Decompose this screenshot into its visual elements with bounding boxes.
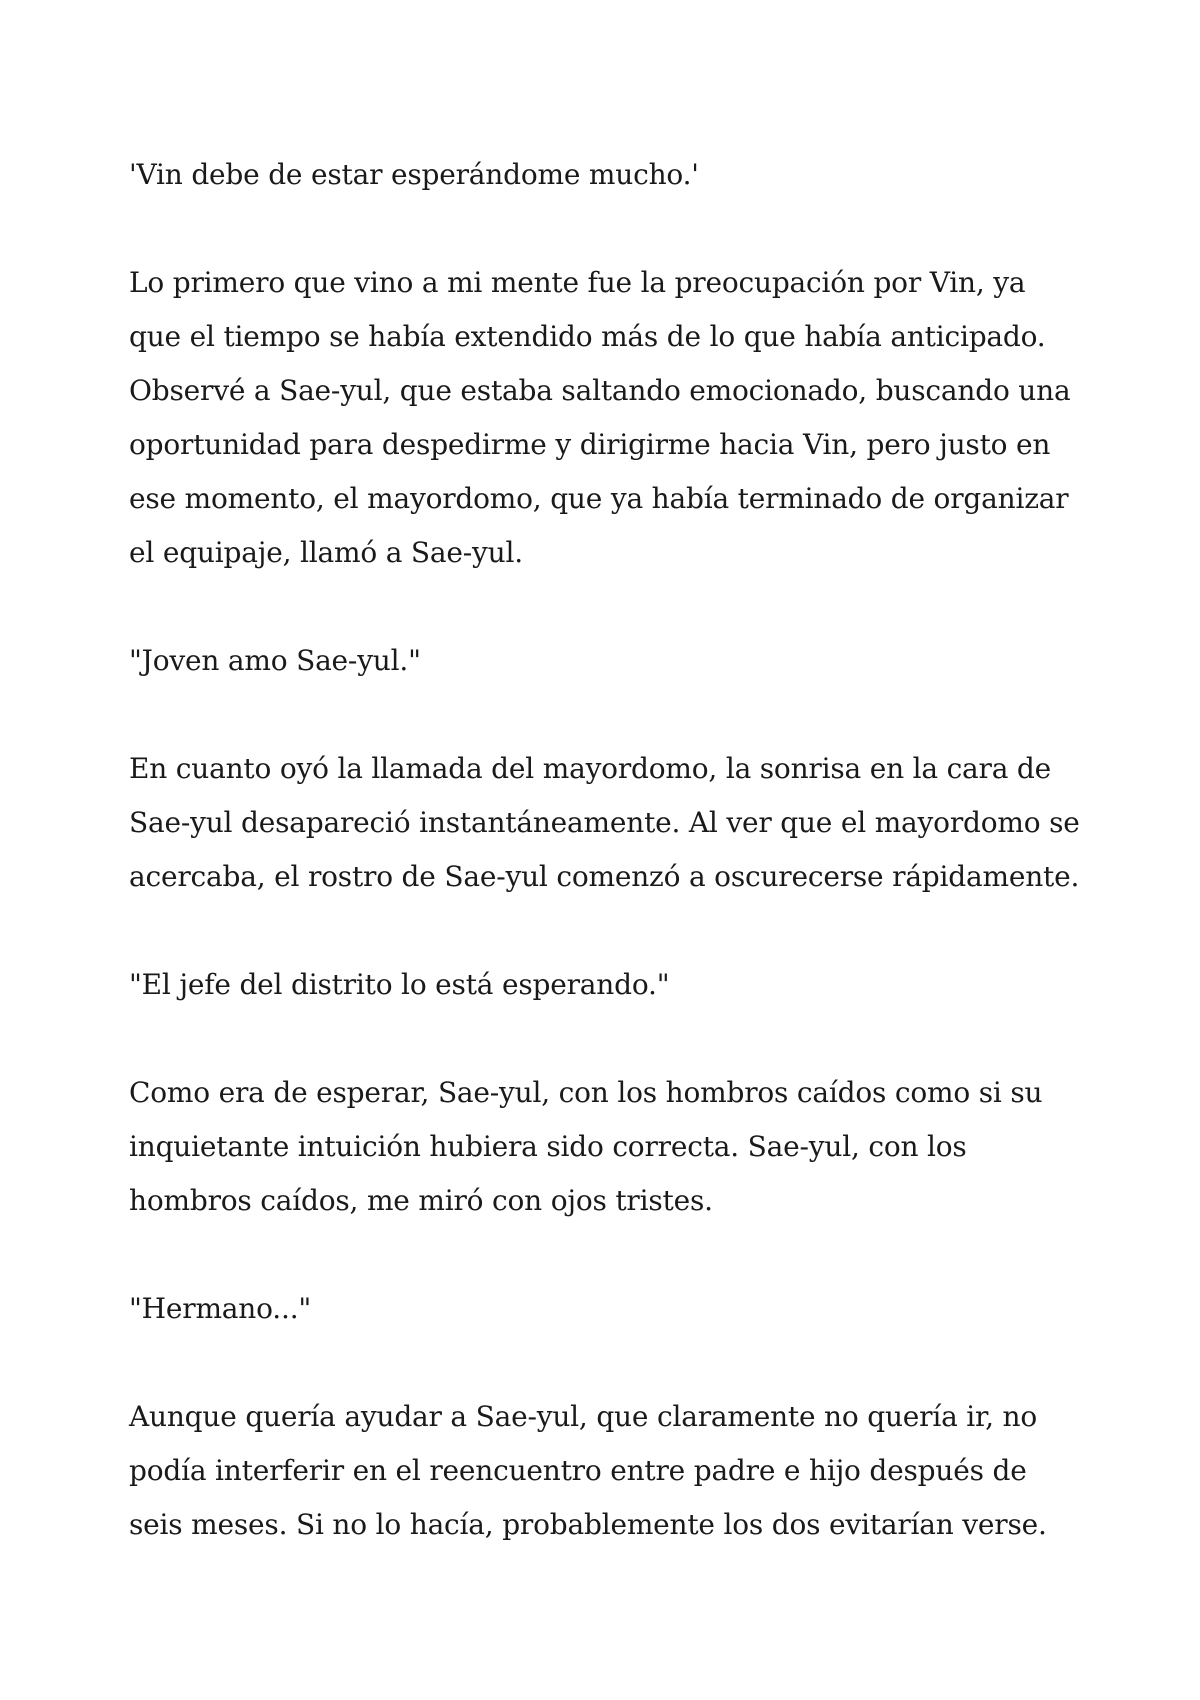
text-line: "El jefe del distrito lo está esperando." [129,968,670,1001]
text-line: Sae-yul desapareció instantáneamente. Al ver que el mayordomo se [129,806,1080,839]
document-page [129,148,1089,1606]
text-line: "Joven amo Sae-yul." [129,644,421,677]
text-line: inquietante intuición hubiera sido correcta. Sae-yul, con los [129,1130,967,1163]
paragraph-3 [129,634,1089,688]
text-line: hombros caídos, me miró con ojos tristes. [129,1184,713,1217]
paragraph-5 [129,958,1089,1012]
paragraph-4 [129,742,1089,904]
text-line: "Hermano..." [129,1292,312,1325]
text-line: Lo primero que vino a mi mente fue la preocupación por Vin, ya [129,266,1026,299]
text-line: que el tiempo se había extendido más de lo que había anticipado. [129,320,1046,353]
text-line: 'Vin debe de estar esperándome mucho.' [129,158,699,191]
text-line: ese momento, el mayordomo, que ya había terminado de organizar [129,482,1069,515]
paragraph-6 [129,1066,1089,1228]
text-line: Como era de esperar, Sae-yul, con los hombros caídos como si su [129,1076,1043,1109]
text-line: oportunidad para despedirme y dirigirme hacia Vin, pero justo en [129,428,1051,461]
text-line: podía interferir en el reencuentro entre padre e hijo después de [129,1454,1027,1487]
text-line: seis meses. Si no lo hacía, probablemente los dos evitarían verse. [129,1508,1047,1541]
text-line: En cuanto oyó la llamada del mayordomo, la sonrisa en la cara de [129,752,1052,785]
paragraph-1 [129,148,1089,202]
text-line: el equipaje, llamó a Sae-yul. [129,536,523,569]
text-line: acercaba, el rostro de Sae-yul comenzó a oscurecerse rápidamente. [129,860,1080,893]
text-line: Observé a Sae-yul, que estaba saltando emocionado, buscando una [129,374,1071,407]
paragraph-2 [129,256,1089,580]
paragraph-8 [129,1390,1089,1552]
text-line: Aunque quería ayudar a Sae-yul, que claramente no quería ir, no [129,1400,1038,1433]
paragraph-7 [129,1282,1089,1336]
